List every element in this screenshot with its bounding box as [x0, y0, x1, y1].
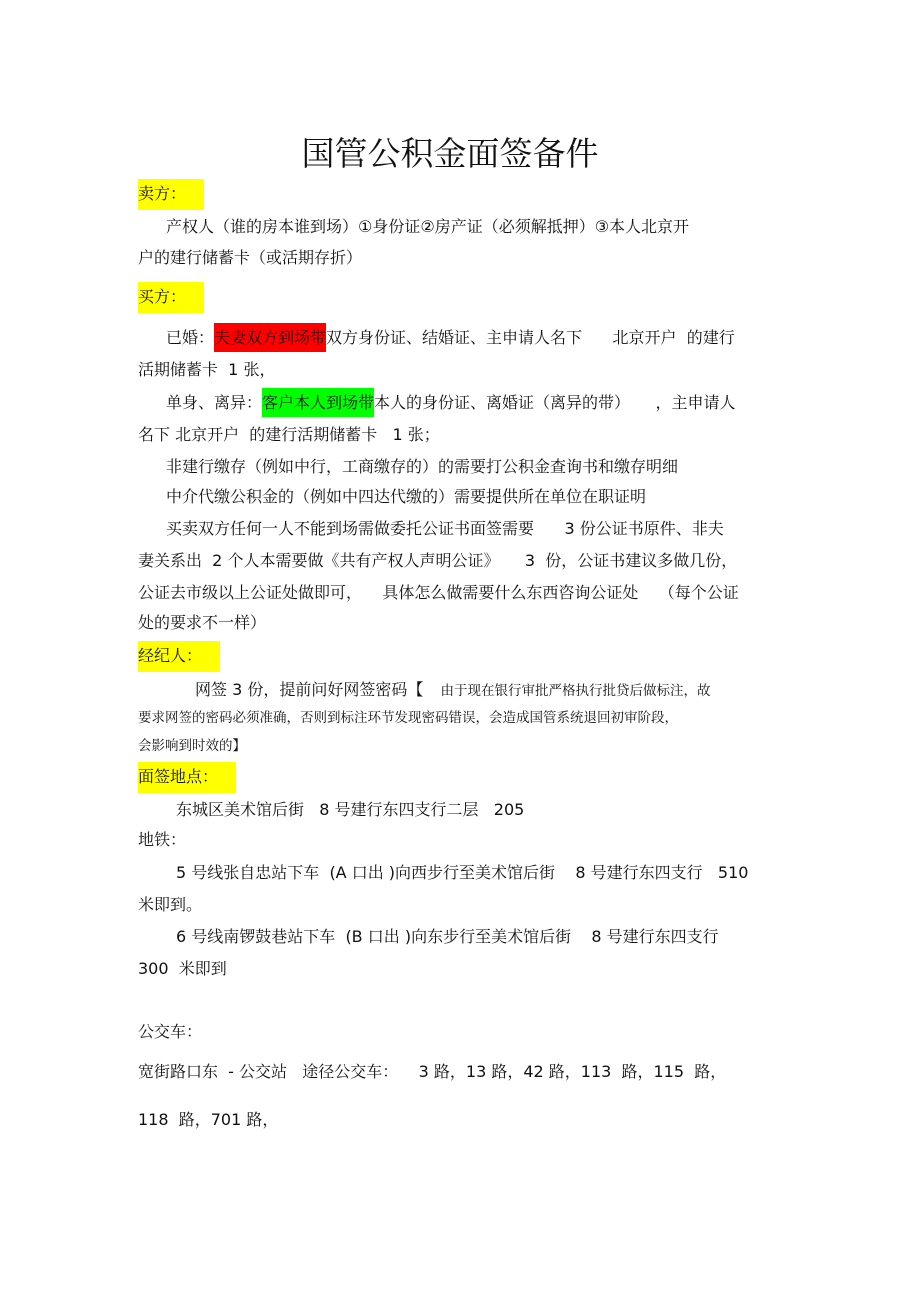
seller-line: 产权人（谁的房本谁到场）①身份证②房产证（必须解抵押）③本人北京开: [166, 217, 690, 236]
location-label: 面签地点：: [138, 762, 236, 793]
bus-line: 宽街路口东 - 公交站 途径公交车： 3 路，13 路，42 路，113 路，115 路，: [138, 1062, 727, 1081]
agent-line: 会影响到时效的】: [138, 738, 246, 754]
seller-line: 户的建行储蓄卡（或活期存折）: [138, 248, 363, 267]
buyer-line: 买卖双方任何一人不能到场需做委托公证书面签需要 3 份公证书原件、非夫: [166, 519, 724, 538]
subway-line: 5 号线张自忠站下车 (A 口出 )向西步行至美术馆后街 8 号建行东四支行 510: [176, 863, 749, 882]
married-prefix: 已婚：: [166, 328, 215, 347]
subway-line: 米即到。: [138, 895, 203, 914]
buyer-line: 中介代缴公积金的（例如中四达代缴的）需要提供所在单位在职证明: [166, 487, 647, 506]
married-rest: 双方身份证、结婚证、主申请人名下 北京开户 的建行: [326, 328, 735, 347]
address: 东城区美术馆后街 8 号建行东四支行二层 205: [176, 800, 525, 819]
married-highlight: 夫妻双方到场带: [214, 323, 326, 352]
agent-line: [195, 679, 711, 701]
buyer-line: 非建行缴存（例如中行，工商缴存的）的需要打公积金查询书和缴存明细: [166, 457, 679, 476]
buyer-single-line2: 名下 北京开户 的建行活期储蓄卡 1 张；: [138, 425, 440, 444]
subway-line: 300 米即到: [138, 959, 227, 978]
single-highlight: 客户本人到场带: [262, 388, 374, 417]
agent-line-note: 由于现在银行审批严格执行批贷后做标注，故: [423, 683, 711, 699]
buyer-line: 妻关系出 2 个人本需要做《共有产权人声明公证》 3 份，公证书建议多做几份，: [138, 551, 738, 570]
buyer-line: 公证去市级以上公证处做即可， 具体怎么做需要什么东西咨询公证处 （每个公证: [138, 583, 739, 602]
agent-line: 要求网签的密码必须准确，否则到标注环节发现密码错误，会造成国管系统退回初审阶段，: [138, 710, 678, 726]
buyer-married-line: [166, 327, 735, 349]
buyer-line: 处的要求不一样）: [138, 613, 267, 632]
subway-line: 6 号线南锣鼓巷站下车 (B 口出 )向东步行至美术馆后街 8 号建行东四支行: [176, 927, 719, 946]
document-title: 国管公积金面签备件: [301, 134, 599, 173]
agent-line-main: 网签 3 份，提前问好网签密码【: [195, 680, 424, 699]
single-rest: 本人的身份证、离婚证（离异的带） ，主申请人: [374, 393, 736, 412]
bus-line: 118 路，701 路，: [138, 1110, 279, 1129]
buyer-married-line2: 活期储蓄卡 1 张，: [138, 360, 276, 379]
single-prefix: 单身、离异：: [166, 393, 263, 412]
buyer-single-line: [166, 392, 735, 414]
seller-label: 卖方：: [138, 179, 204, 210]
agent-label: 经纪人：: [138, 641, 220, 672]
bus-label: 公交车：: [138, 1022, 203, 1041]
buyer-label: 买方：: [138, 282, 204, 313]
subway-label: 地铁：: [138, 830, 187, 849]
